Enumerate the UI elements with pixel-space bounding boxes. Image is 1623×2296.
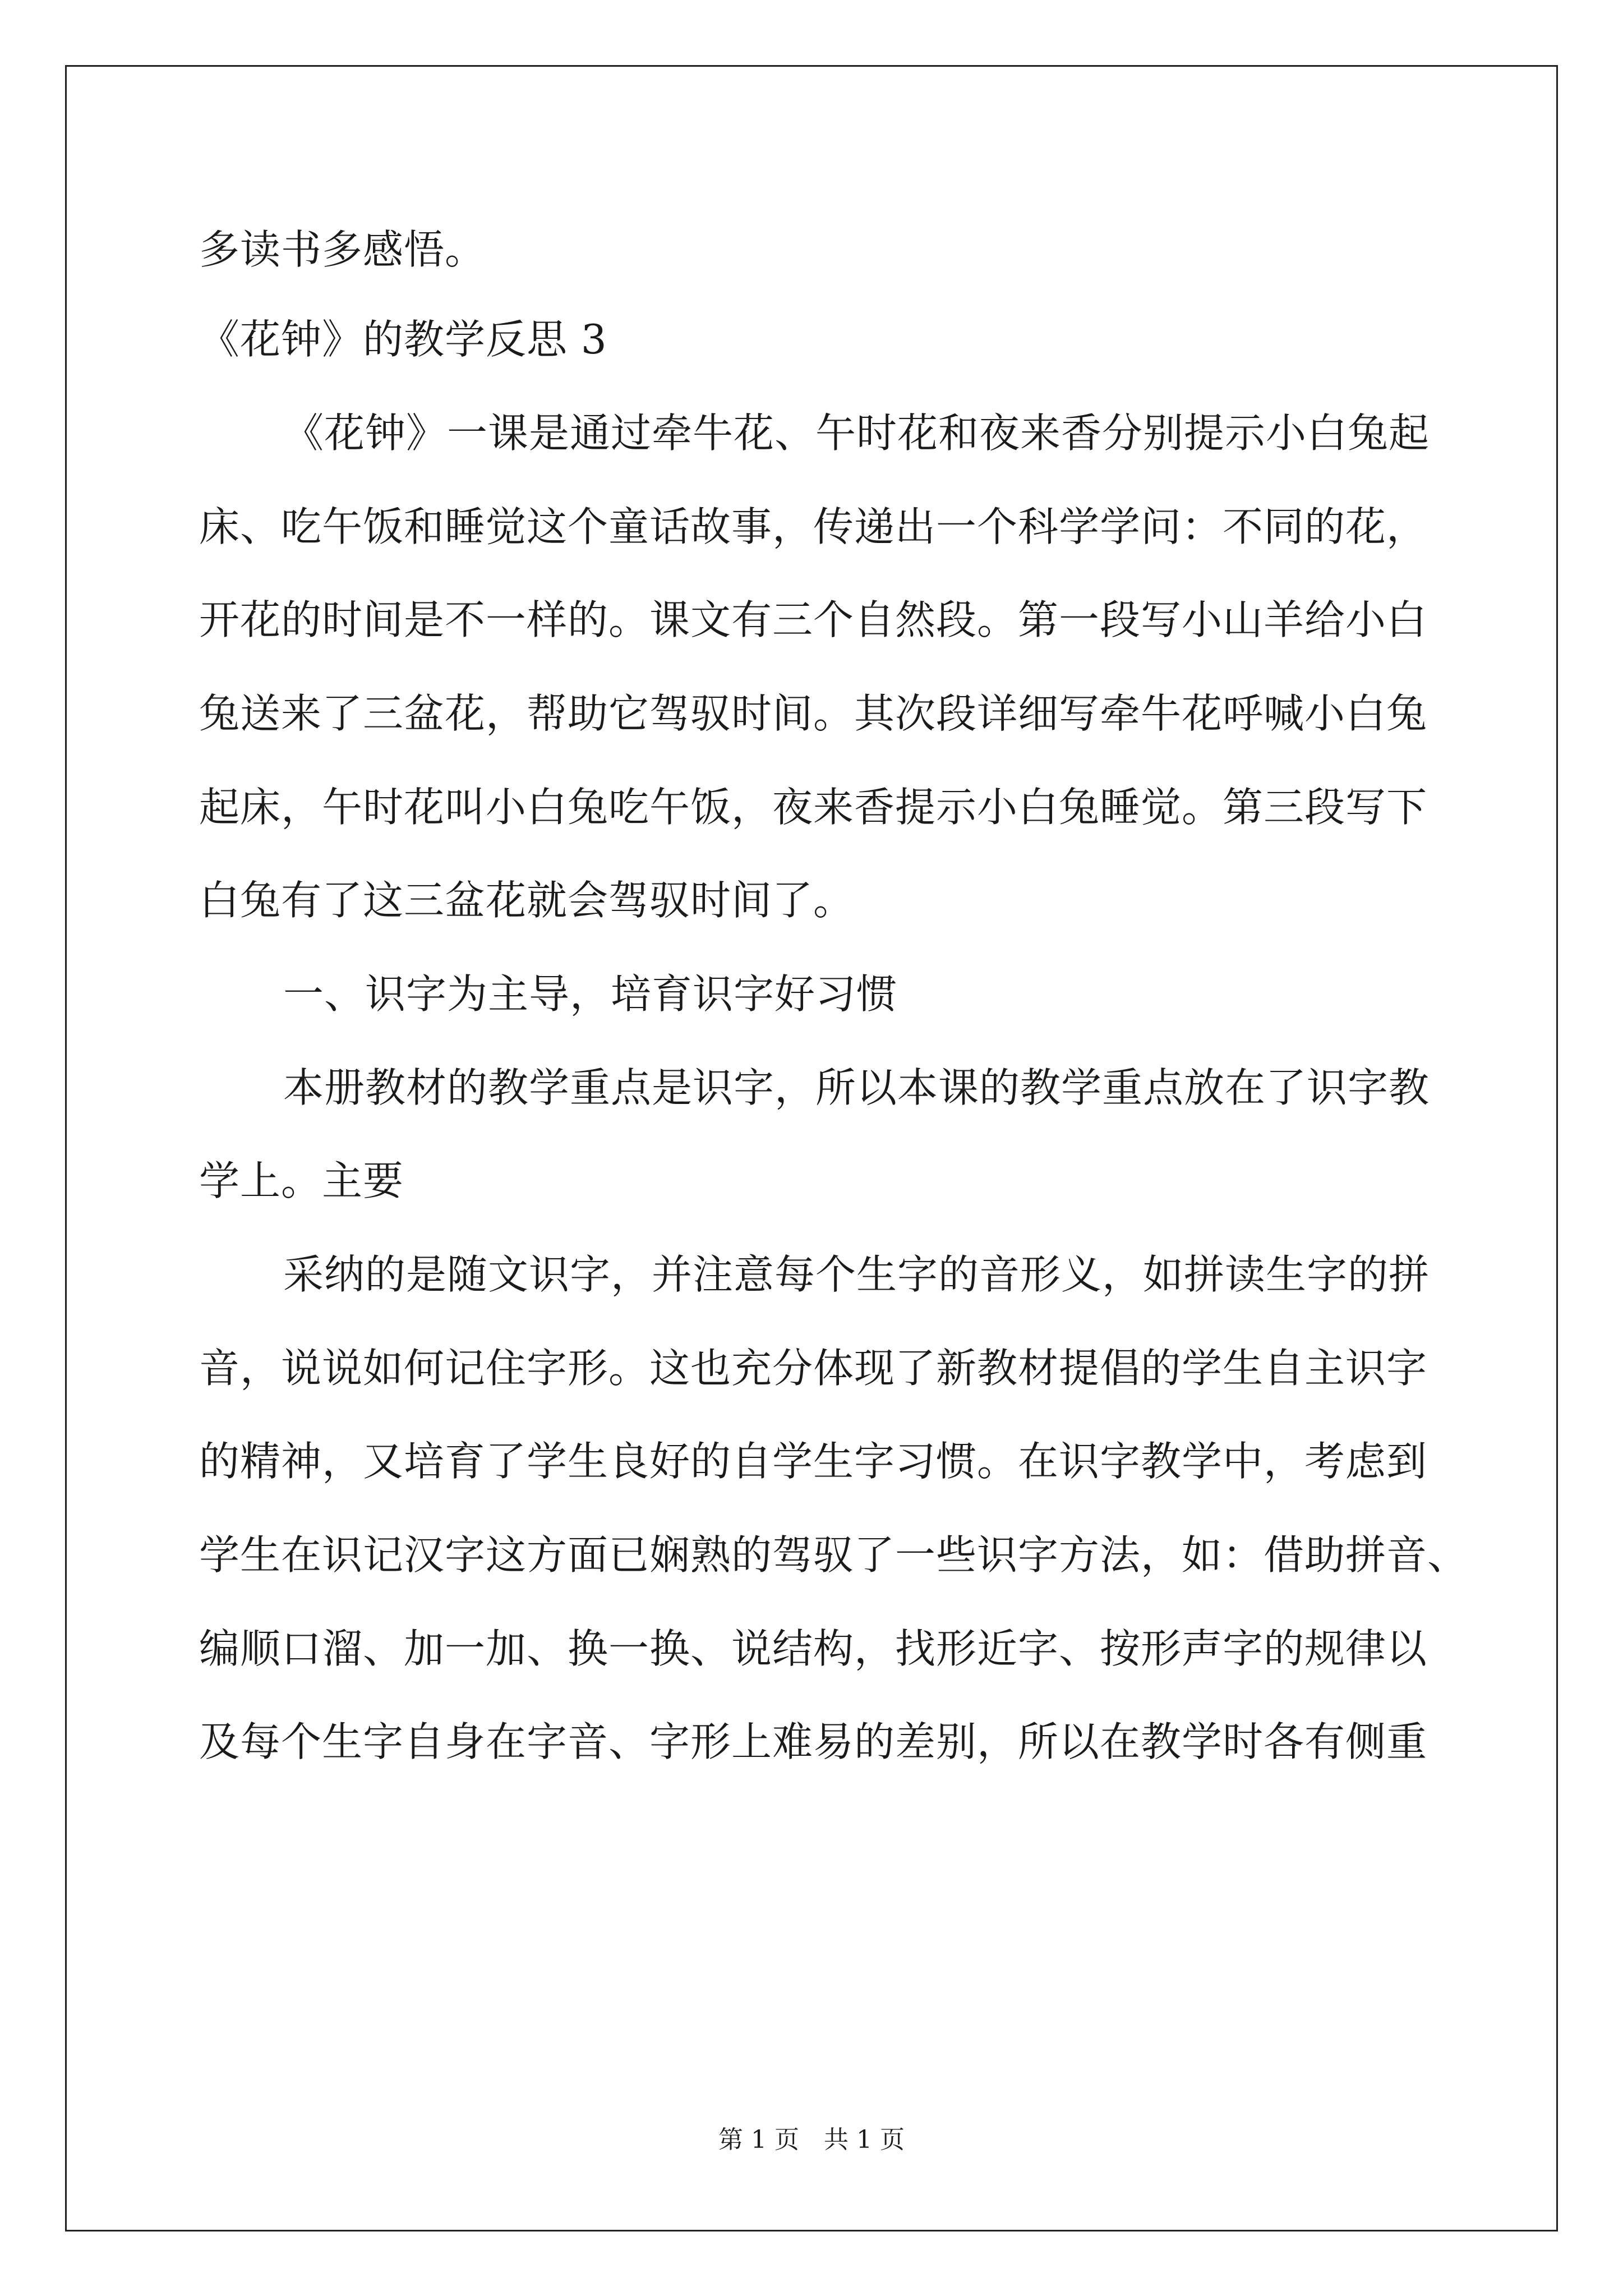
text-line: 白兔有了这三盆花就会驾驭时间了。 bbox=[199, 877, 855, 924]
text-line: 编顺口溜、加一加、换一换、说结构，找形近字、按形声字的规律以 bbox=[199, 1625, 1428, 1672]
text-line: 本册教材的教学重点是识字，所以本课的教学重点放在了识字教 bbox=[283, 1064, 1430, 1111]
text-line: 开花的时间是不一样的。课文有三个自然段。第一段写小山羊给小白 bbox=[199, 596, 1428, 643]
section-heading: 《花钟》的教学反思 3 bbox=[199, 316, 607, 363]
page-border bbox=[65, 65, 1558, 2231]
text-line: 《花钟》一课是通过牵牛花、午时花和夜来香分别提示小白兔起 bbox=[283, 409, 1430, 457]
text-line: 音，说说如何记住字形。这也充分体现了新教材提倡的学生自主识字 bbox=[199, 1345, 1428, 1392]
text-line: 采纳的是随文识字，并注意每个生字的音形义，如拼读生字的拼 bbox=[283, 1251, 1430, 1298]
text-line: 兔送来了三盆花，帮助它驾驭时间。其次段详细写牵牛花呼喊小白兔 bbox=[199, 690, 1428, 737]
text-line: 及每个生字自身在字音、字形上难易的差别，所以在教学时各有侧重 bbox=[199, 1718, 1428, 1765]
text-line: 起床，午时花叫小白兔吃午饭，夜来香提示小白兔睡觉。第三段写下 bbox=[199, 784, 1428, 831]
text-line: 多读书多感悟。 bbox=[199, 226, 486, 273]
text-line: 学上。主要 bbox=[199, 1157, 404, 1204]
text-line: 的精神，又培育了学生良好的自学生字习惯。在识字教学中，考虑到 bbox=[199, 1438, 1428, 1485]
text-line: 学生在识记汉字这方面已娴熟的驾驭了一些识字方法，如：借助拼音、 bbox=[199, 1531, 1469, 1579]
text-line: 床、吃午饭和睡觉这个童话故事，传递出一个科学学问：不同的花， bbox=[199, 503, 1428, 550]
subheading: 一、识字为主导，培育识字好习惯 bbox=[283, 970, 898, 1018]
page-footer: 第 1 页 共 1 页 bbox=[718, 2125, 905, 2154]
